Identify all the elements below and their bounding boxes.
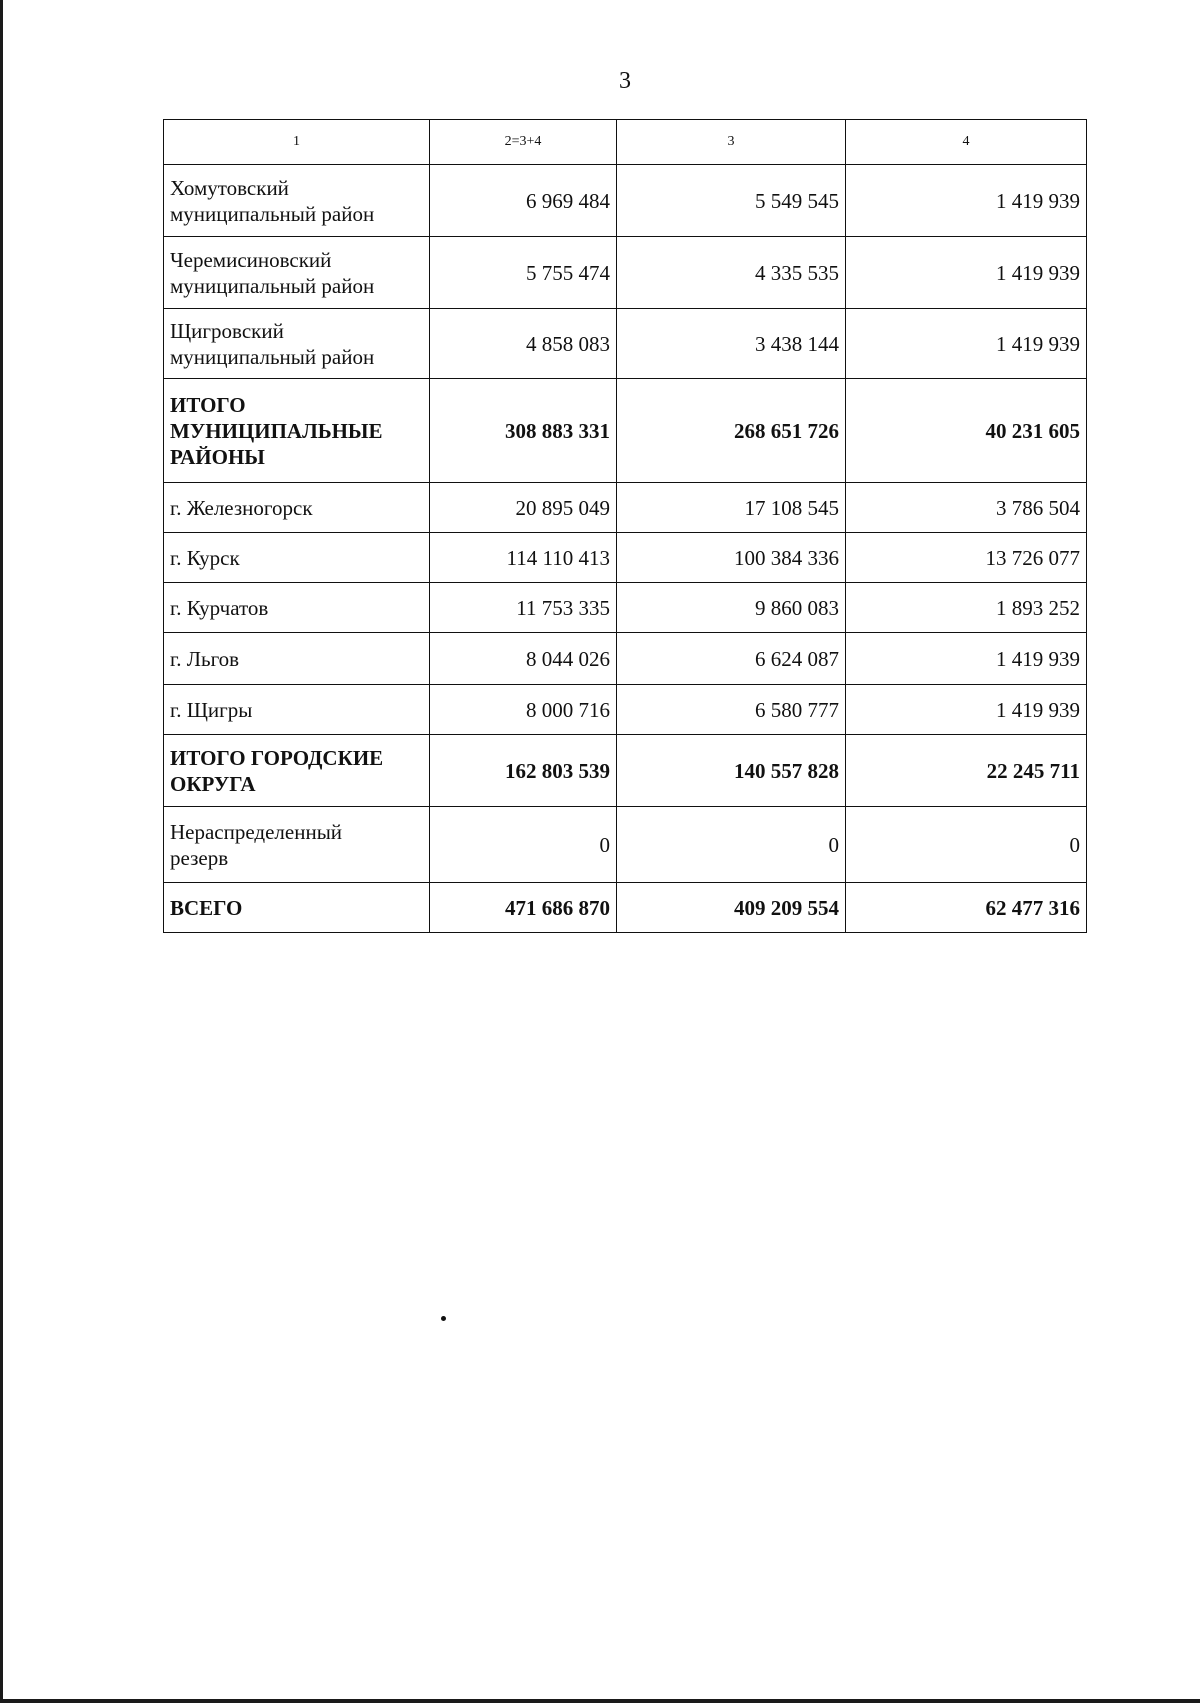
row-col3: 6 580 777	[617, 685, 846, 735]
row-total: 4 858 083	[430, 309, 617, 379]
row-name: ИТОГО ГОРОДСКИЕ ОКРУГА	[164, 735, 430, 807]
row-name: г. Железногорск	[164, 483, 430, 533]
row-total: 8 044 026	[430, 633, 617, 685]
row-col4: 3 786 504	[846, 483, 1087, 533]
row-name: ИТОГО МУНИЦИПАЛЬНЫЕ РАЙОНЫ	[164, 379, 430, 483]
scan-border-bottom	[0, 1699, 1200, 1703]
table-row	[164, 583, 1087, 633]
row-total: 0	[430, 807, 617, 883]
row-name: г. Льгов	[164, 633, 430, 685]
row-col4: 62 477 316	[846, 883, 1087, 933]
row-col3: 6 624 087	[617, 633, 846, 685]
stray-mark-dot	[441, 1316, 446, 1321]
row-name: г. Курчатов	[164, 583, 430, 633]
table-row	[164, 165, 1087, 237]
row-col3: 4 335 535	[617, 237, 846, 309]
row-total: 308 883 331	[430, 379, 617, 483]
row-total: 20 895 049	[430, 483, 617, 533]
header-col-2: 2=3+4	[430, 120, 617, 165]
header-col-4: 4	[846, 120, 1087, 165]
table-row	[164, 309, 1087, 379]
table-row-grand-total	[164, 883, 1087, 933]
row-total: 6 969 484	[430, 165, 617, 237]
row-col4: 22 245 711	[846, 735, 1087, 807]
table-row-subtotal	[164, 735, 1087, 807]
row-name: Черемисиновский муниципальный район	[164, 237, 430, 309]
table-row	[164, 633, 1087, 685]
row-col3: 100 384 336	[617, 533, 846, 583]
table-header-row	[164, 120, 1087, 165]
table-row	[164, 237, 1087, 309]
row-total: 114 110 413	[430, 533, 617, 583]
table-row	[164, 483, 1087, 533]
row-col4: 13 726 077	[846, 533, 1087, 583]
row-total: 11 753 335	[430, 583, 617, 633]
table-row	[164, 685, 1087, 735]
header-col-1: 1	[164, 120, 430, 165]
table-row-subtotal	[164, 379, 1087, 483]
row-col4: 1 419 939	[846, 165, 1087, 237]
allocation-table	[163, 119, 1087, 933]
row-col3: 9 860 083	[617, 583, 846, 633]
table-row	[164, 533, 1087, 583]
row-name: Щигровский муниципальный район	[164, 309, 430, 379]
row-col4: 1 419 939	[846, 237, 1087, 309]
row-total: 471 686 870	[430, 883, 617, 933]
row-col4: 1 419 939	[846, 309, 1087, 379]
row-col4: 1 419 939	[846, 633, 1087, 685]
row-total: 8 000 716	[430, 685, 617, 735]
table-row	[164, 807, 1087, 883]
row-col4: 1 419 939	[846, 685, 1087, 735]
row-total: 5 755 474	[430, 237, 617, 309]
row-name: Хомутовский муниципальный район	[164, 165, 430, 237]
row-col4: 40 231 605	[846, 379, 1087, 483]
row-name: г. Курск	[164, 533, 430, 583]
row-total: 162 803 539	[430, 735, 617, 807]
page-number: 3	[619, 68, 631, 94]
scan-border-left	[0, 0, 3, 1703]
row-col3: 268 651 726	[617, 379, 846, 483]
row-col4: 1 893 252	[846, 583, 1087, 633]
row-col3: 140 557 828	[617, 735, 846, 807]
row-col4: 0	[846, 807, 1087, 883]
row-name: г. Щигры	[164, 685, 430, 735]
row-col3: 0	[617, 807, 846, 883]
row-col3: 409 209 554	[617, 883, 846, 933]
row-name: ВСЕГО	[164, 883, 430, 933]
header-col-3: 3	[617, 120, 846, 165]
row-col3: 17 108 545	[617, 483, 846, 533]
row-name: Нераспределенный резерв	[164, 807, 430, 883]
row-col3: 3 438 144	[617, 309, 846, 379]
row-col3: 5 549 545	[617, 165, 846, 237]
